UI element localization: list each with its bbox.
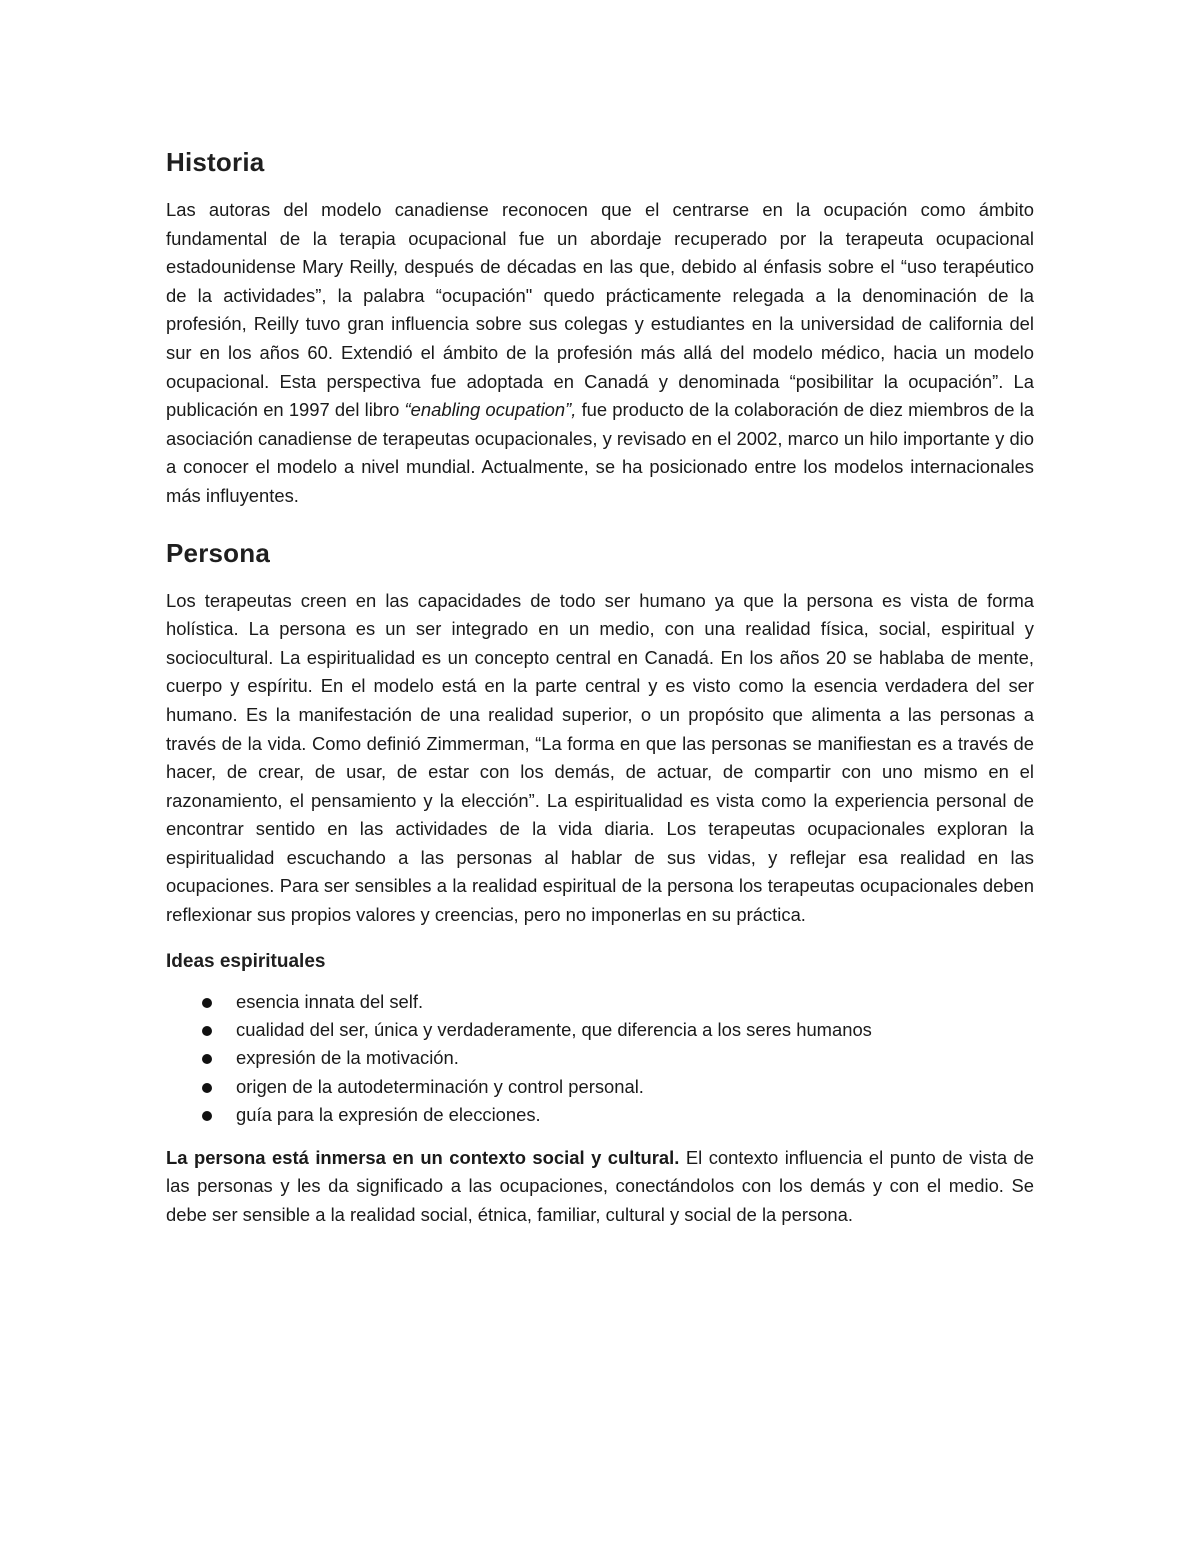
bullet-icon	[202, 1111, 212, 1121]
list-item-text: guía para la expresión de elecciones.	[236, 1104, 541, 1126]
historia-book-title: “enabling ocupation”,	[404, 399, 577, 421]
persona-heading: Persona	[166, 537, 271, 568]
ideas-espirituales-heading: Ideas espirituales	[166, 950, 326, 972]
bullet-icon	[202, 1083, 212, 1093]
ideas-espirituales-list	[166, 988, 1034, 1130]
historia-heading: Historia	[166, 147, 265, 177]
list-item-text: origen de la autodeterminación y control personal.	[236, 1075, 644, 1097]
list-item	[166, 988, 1034, 1016]
persona-paragraph: Los terapeutas creen en las capacidades de todo ser humano ya que la persona es vista de forma holística. La persona es un ser integrado en un medio, con una realidad física, social, espiritual y sociocultural. La espiritualidad es un concepto central en Canadá. En los años 20 se hablaba de mente, cuerpo y espíritu. En el modelo está en la parte central y es visto como la esencia verdadera del ser humano. Es la manifestación de una realidad superior, o un propósito que alimenta a las personas a través de la vida. Como definió Zimmerman, “La forma en que las personas se manifiestan es a través de hacer, de crear, de usar, de estar con los demás, de actuar, de compartir con uno mismo en el razonamiento, el pensamiento y la elección”. La espiritualidad es vista como la experiencia personal de encontrar sentido en las actividades de la vida diaria. Los terapeutas ocupacionales exploran la espiritualidad escuchando a las personas al hablar de sus vidas, y reflejar esa realidad en las ocupaciones. Para ser sensibles a la realidad espiritual de la persona los terapeutas ocupacionales deben reflexionar sus propios valores y creencias, pero no imponerlas en su práctica.	[166, 589, 1034, 926]
bullet-icon	[202, 1054, 212, 1064]
list-item	[166, 1073, 1034, 1101]
list-item	[166, 1044, 1034, 1072]
contexto-bold-lead: La persona está inmersa en un contexto social y cultural.	[166, 1146, 680, 1168]
document-page	[166, 138, 1034, 1229]
historia-paragraph	[166, 196, 1034, 511]
contexto-text: El contexto influencia el punto de vista de las personas y les da significado a las ocupaciones, conectándolos con los demás y con el medio. Se debe ser sensible a la realidad social, étnica, familiar, cultural y social de la persona.	[166, 1146, 1035, 1225]
contexto-paragraph	[166, 1144, 1034, 1230]
list-item-text: expresión de la motivación.	[236, 1047, 459, 1069]
bullet-icon	[202, 1026, 212, 1036]
bullet-icon	[202, 998, 212, 1008]
historia-text-part2: fue producto de la colaboración de diez miembros de la asociación canadiense de terapeutas ocupacionales, y revisado en el 2002, marco un hilo importante y dio a conocer el modelo a nivel mundial. Actualmente, se ha posicionado entre los modelos internacionales más influyentes.	[166, 399, 1034, 506]
historia-text-part1: Las autoras del modelo canadiense reconocen que el centrarse en la ocupación como ámbito fundamental de la terapia ocupacional fue un abordaje recuperado por la terapeuta ocupacional estadounidense Mary Reilly, después de décadas en las que, debido al énfasis sobre el “uso terapéutico de la actividades”, la palabra “ocupación" quedo prácticamente relegada a la denominación de la profesión, Reilly tuvo gran influencia sobre sus colegas y estudiantes en la universidad de california del sur en los años 60. Extendió el ámbito de la profesión más allá del modelo médico, hacia un modelo ocupacional. Esta perspectiva fue adoptada en Canadá y denominada “posibilitar la ocupación”. La publicación en 1997 del libro	[166, 199, 1034, 421]
list-item-text: cualidad del ser, única y verdaderamente, que diferencia a los seres humanos	[236, 1019, 872, 1041]
list-item	[166, 1101, 1034, 1129]
list-item	[166, 1016, 1034, 1044]
list-item-text: esencia innata del self.	[236, 990, 424, 1012]
